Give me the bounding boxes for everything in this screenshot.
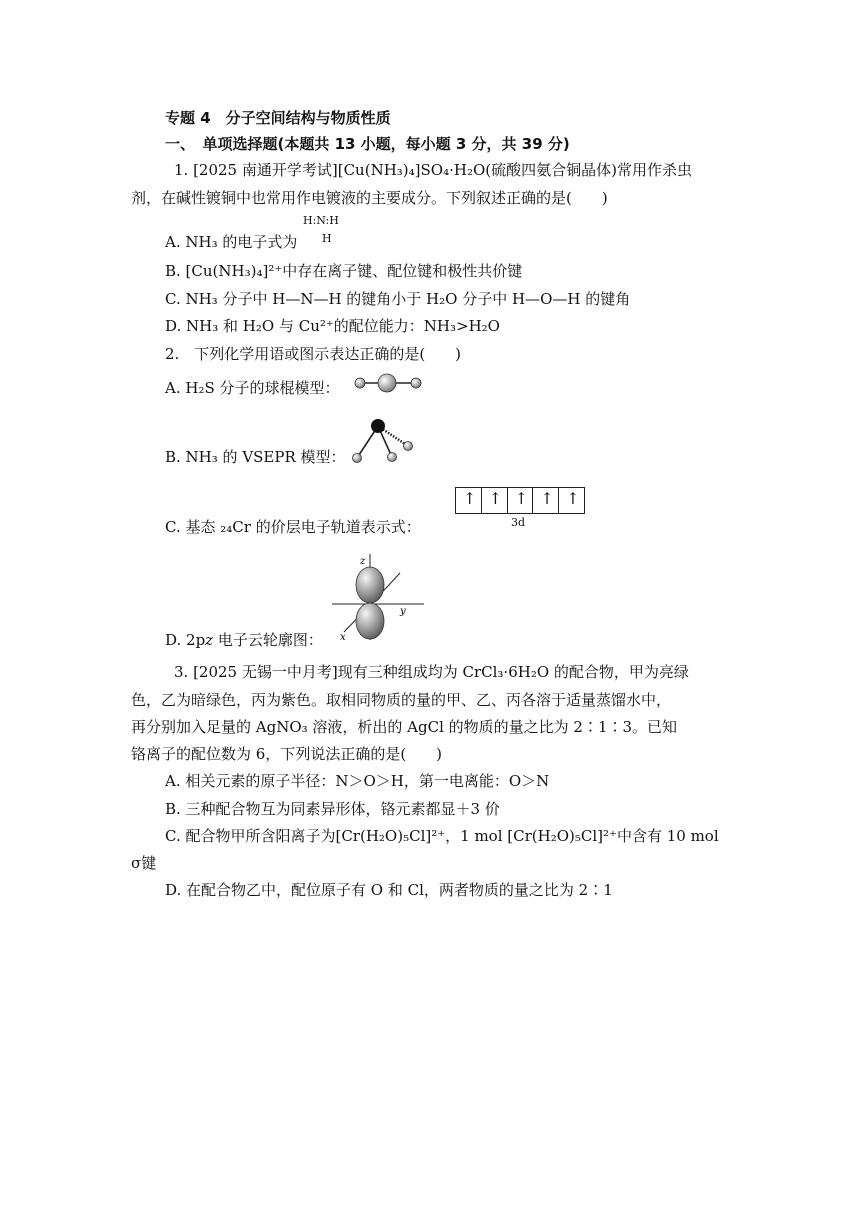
- orbital-box: [482, 488, 508, 513]
- nh3-electron-h: H: [322, 232, 332, 245]
- h2s-ball-stick-model: [352, 371, 424, 395]
- up-arrow-icon: ↑: [566, 489, 580, 508]
- orbital-box: [533, 488, 559, 513]
- orbital-box: [508, 488, 534, 513]
- up-arrow-icon: ↑: [488, 489, 503, 508]
- nh3-electron-formula: H:N:H: [303, 214, 339, 227]
- 2pz-electron-cloud-figure: [330, 548, 430, 646]
- orbital-box: [456, 488, 482, 513]
- q1-option-b: B. [Cu(NH₃)₄]²⁺中存在离子键、配位键和极性共价键: [165, 262, 523, 280]
- q2-stem: 2. 下列化学用语或图示表达正确的是( ): [165, 345, 462, 363]
- up-arrow-icon: ↑: [540, 489, 554, 508]
- q1-option-c: C. NH₃ 分子中 H—N—H 的键角小于 H₂O 分子中 H—O—H 的键角: [165, 290, 631, 308]
- cr-3d-orbital-diagram: [455, 487, 585, 514]
- q2-option-a: A. H₂S 分子的球棍模型：: [165, 379, 340, 397]
- axis-x-label: x: [340, 632, 346, 643]
- axis-z-label: z: [360, 556, 366, 567]
- q3-option-c-line2: σ键: [131, 854, 157, 872]
- q3-option-b: B. 三种配合物互为同素异形体，铬元素都显＋3 价: [165, 800, 500, 818]
- q1-stem-line1: 1. [2025 南通开学考试][Cu(NH₃)₄]SO₄·H₂O(硫酸四氨合铜晶体)常用作杀虫: [174, 161, 692, 179]
- q1-stem-line2: 剂，在碱性镀铜中也常用作电镀液的主要成分。下列叙述正确的是( ): [131, 189, 608, 207]
- q3-stem-line4: 铬离子的配位数为 6，下列说法正确的是( ): [131, 745, 443, 763]
- q1-option-a: A. NH₃ 的电子式为: [165, 233, 298, 251]
- q3-option-d: D. 在配合物乙中，配位原子有 O 和 Cl，两者物质的量之比为 2∶1: [165, 881, 613, 899]
- q3-stem-line1: 3. [2025 无锡一中月考]现有三种组成均为 CrCl₃·6H₂O 的配合物，甲为亮绿: [174, 663, 689, 681]
- q3-stem-line2: 色，乙为暗绿色，丙为紫色。取相同物质的量的甲、乙、丙各溶于适量蒸馏水中，: [131, 691, 672, 709]
- page-title: 专题 4 分子空间结构与物质性质: [165, 109, 391, 127]
- orbital-box: [559, 488, 584, 513]
- section-heading: 一、 单项选择题(本题共 13 小题，每小题 3 分，共 39 分): [165, 135, 570, 153]
- q2-option-d: D. 2p𝑧 电子云轮廓图：: [165, 631, 323, 649]
- up-arrow-icon: ↑: [463, 489, 477, 508]
- orbital-label-3d: 3d: [511, 516, 526, 529]
- axis-y-label: y: [400, 606, 406, 617]
- q2-option-b: B. NH₃ 的 VSEPR 模型：: [165, 448, 346, 466]
- q3-option-a: A. 相关元素的原子半径：N＞O＞H，第一电离能：O＞N: [165, 772, 550, 790]
- q1-option-d: D. NH₃ 和 H₂O 与 Cu²⁺的配位能力：NH₃>H₂O: [165, 317, 500, 335]
- q3-option-c-line1: C. 配合物甲所含阳离子为[Cr(H₂O)₅Cl]²⁺，1 mol [Cr(H₂O)₅Cl]²⁺中含有 10 mol: [165, 827, 719, 845]
- q2-option-c: C. 基态 ₂₄Cr 的价层电子轨道表示式：: [165, 518, 421, 536]
- q3-stem-line3: 再分别加入足量的 AgNO₃ 溶液，析出的 AgCl 的物质的量之比为 2∶1∶3。已知: [131, 718, 678, 736]
- nh3-vsepr-model: [345, 414, 417, 466]
- up-arrow-icon: ↑: [514, 489, 528, 508]
